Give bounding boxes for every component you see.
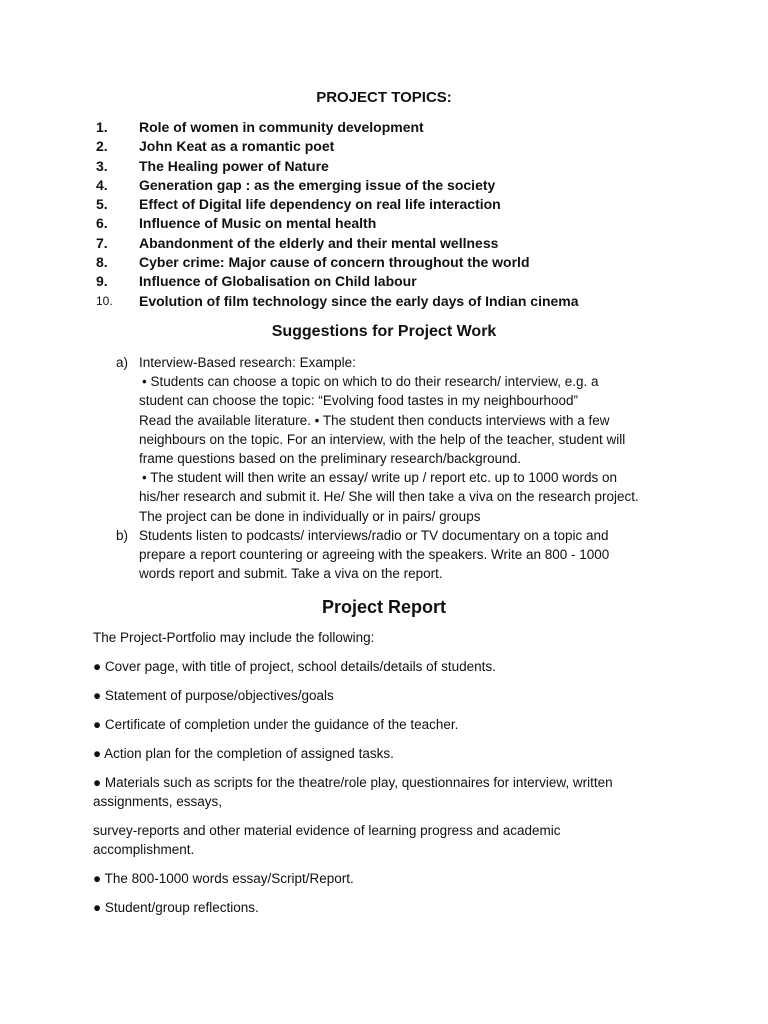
topic-text: Role of women in community development (139, 119, 424, 135)
topic-number: 3. (96, 157, 108, 174)
report-item: ● Student/group reflections. (93, 900, 259, 915)
page-title: PROJECT TOPICS: (316, 89, 452, 106)
report-intro: The Project-Portfolio may include the following: (93, 630, 375, 645)
topic-number: 5. (96, 196, 108, 213)
topic-text: Abandonment of the elderly and their mental wellness (139, 234, 499, 251)
suggestion-line: Students listen to podcasts/ interviews/radio or TV documentary on a topic and (139, 528, 609, 543)
suggestion-line: student can choose the topic: “Evolving food tastes in my neighbourhood” (139, 393, 579, 409)
suggestion-line: • Students can choose a topic on which to do their research/ interview, e.g. a (142, 374, 599, 390)
report-item: ● Certificate of completion under the guidance of the teacher. (93, 717, 459, 732)
topic-item (92, 157, 712, 176)
suggestion-line: • The student will then write an essay/ write up / report etc. up to 1000 words on (142, 470, 617, 486)
project-topics-list (92, 118, 712, 311)
report-item: ● Action plan for the completion of assigned tasks. (93, 746, 394, 761)
topic-number: 8. (96, 254, 108, 271)
report-item: ● Cover page, with title of project, school details/details of students. (93, 659, 496, 674)
topic-text: Effect of Digital life dependency on real life interaction (139, 196, 501, 213)
report-item-line: ● Materials such as scripts for the theatre/role play, questionnaires for interview, written (93, 775, 613, 790)
suggestion-line: frame questions based on the preliminary research/background. (139, 451, 521, 467)
report-item-line: survey-reports and other material evidence of learning progress and academic (93, 823, 561, 838)
suggestion-line: prepare a report countering or agreeing with the speakers. Write an 800 - 1000 (139, 547, 610, 563)
topic-number: 6. (96, 215, 108, 232)
report-item: ● The 800-1000 words essay/Script/Report. (93, 871, 354, 886)
topic-number: 1. (96, 119, 108, 135)
report-item: ● Statement of purpose/objectives/goals (93, 688, 334, 703)
topic-text: John Keat as a romantic poet (139, 138, 335, 155)
topic-item (92, 176, 712, 195)
topic-text: Influence of Music on mental health (139, 215, 377, 232)
topic-item (92, 137, 712, 156)
topic-item (92, 195, 712, 214)
suggestion-a-marker: a) (116, 355, 129, 370)
topic-text: Evolution of film technology since the early days of Indian cinema (139, 292, 579, 309)
report-item-line: assignments, essays, (93, 794, 223, 810)
topic-number: 9. (96, 273, 108, 290)
suggestions-heading: Suggestions for Project Work (271, 323, 497, 340)
topic-number: 4. (96, 176, 108, 193)
topic-item (92, 234, 712, 253)
suggestion-line: The project can be done in individually or in pairs/ groups (139, 508, 481, 524)
topic-item (92, 292, 712, 311)
suggestion-line: Interview-Based research: Example: (139, 355, 356, 370)
topic-number: 2. (96, 138, 108, 155)
topic-item (92, 272, 712, 291)
topic-item (92, 253, 712, 272)
report-item-line: accomplishment. (93, 842, 195, 858)
suggestion-line: neighbours on the topic. For an interview, with the help of the teacher, student will (139, 431, 626, 447)
suggestion-line: his/her research and submit it. He/ She will then take a viva on the research project. (139, 489, 639, 505)
project-report-heading: Project Report (321, 597, 447, 617)
topic-text: Cyber crime: Major cause of concern throughout the world (139, 254, 530, 271)
topic-number: 7. (96, 234, 108, 251)
topic-number: 10. (96, 293, 113, 308)
suggestion-line: Read the available literature. • The student then conducts interviews with a few (139, 412, 610, 428)
topic-text: Influence of Globalisation on Child labour (139, 273, 417, 290)
topic-item (92, 214, 712, 233)
report-item (93, 821, 693, 859)
topic-item (92, 118, 712, 137)
suggestion-line: words report and submit. Take a viva on the report. (139, 566, 443, 582)
suggestion-b-body (139, 526, 699, 584)
topic-text: The Healing power of Nature (139, 157, 329, 174)
suggestion-a-body (139, 353, 699, 526)
report-item (93, 773, 693, 811)
suggestion-b-marker: b) (116, 528, 129, 543)
topic-text: Generation gap : as the emerging issue of the society (139, 176, 496, 193)
